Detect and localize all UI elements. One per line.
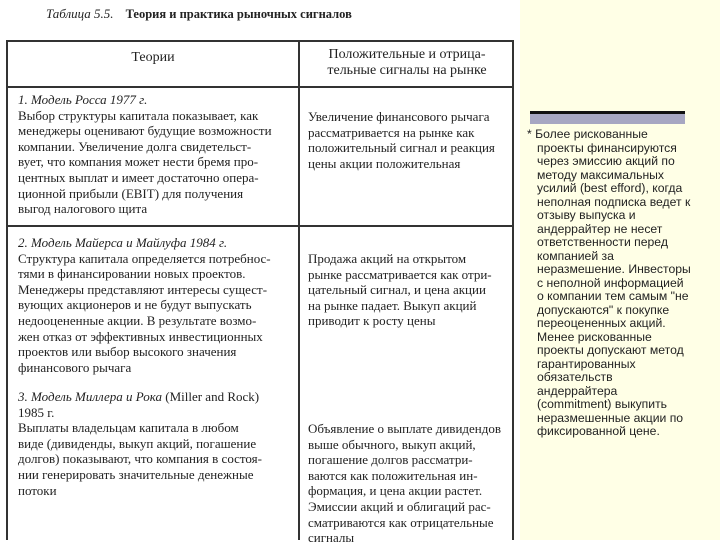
text-line: неразмешенные акции по bbox=[537, 410, 684, 425]
text-line: нии генерировать значительные денежные bbox=[18, 466, 254, 482]
text-line: долгов) показывают, что компания в состоя- bbox=[18, 451, 262, 467]
text-line: потоки bbox=[18, 482, 57, 498]
text-line: методу максимальных bbox=[537, 167, 665, 182]
text-line: финансового рычага bbox=[18, 359, 132, 375]
text-line: * Более рискованные bbox=[527, 127, 648, 141]
row-2-theory bbox=[18, 235, 271, 375]
text-line: усилий (best efford), когда bbox=[537, 181, 683, 195]
text-line: проекты финансируются bbox=[537, 140, 677, 155]
text-line: формация, и цена акции растет. bbox=[308, 483, 483, 499]
row-3-title: 3. Модель Миллера и Рока bbox=[18, 389, 162, 404]
text-line: гарантированных bbox=[537, 356, 636, 371]
text-line: компанией за bbox=[537, 248, 614, 263]
text-line: допускаются" к покупке bbox=[537, 302, 670, 317]
row-1-theory bbox=[18, 92, 272, 217]
row-3-theory bbox=[18, 389, 262, 498]
header-line: Положительные и отрица- bbox=[328, 47, 486, 62]
header-line: тельные сигналы на рынке bbox=[327, 63, 487, 78]
text-line: положительный сигнал и реакция bbox=[308, 140, 495, 156]
text-line: компании. Увеличение долга свидетельст- bbox=[18, 138, 252, 154]
text-line: выгод налогового щита bbox=[18, 201, 148, 217]
text-line: о компании тем самым "не bbox=[537, 289, 689, 303]
text-line: рассматривается на рынке как bbox=[308, 124, 475, 140]
decorative-bar bbox=[530, 111, 685, 124]
text-line: Менеджеры представляют интересы сущест- bbox=[18, 281, 268, 297]
text-line: центных выплат и имеет достаточно опера- bbox=[18, 169, 259, 185]
caption-label: Таблица 5.5. bbox=[46, 6, 114, 21]
caption-title: Теория и практика рыночных сигналов bbox=[125, 7, 352, 21]
text-line: (commitment) выкупить bbox=[537, 397, 668, 411]
text-line: Выбор структуры капитала показывает, как bbox=[18, 107, 259, 123]
row-1-signal bbox=[308, 109, 495, 171]
text-line: переоцененных акций. bbox=[537, 316, 666, 330]
text-line: андеррайтера bbox=[537, 383, 618, 398]
text-line: виде (дивиденды, выкуп акций, погашение bbox=[18, 435, 257, 451]
text-line: с неполной информацией bbox=[537, 275, 684, 290]
text-line: жен отказ от эффективных инвестиционных bbox=[18, 328, 263, 344]
text-line: Продажа акций на открытом bbox=[308, 251, 467, 266]
text-line: фиксированной цене. bbox=[537, 424, 660, 438]
text-line: проектов или выбор высокого значения bbox=[18, 344, 237, 360]
text-line: Структура капитала определяется потребнос- bbox=[18, 250, 271, 266]
text-line: Увеличение финансового рычага bbox=[308, 109, 490, 124]
text-line: отзыву выпуска и bbox=[537, 208, 636, 222]
text-line: неразмешение. Инвесторы bbox=[537, 262, 691, 276]
row-3-title-extra: (Miller and Rock) bbox=[165, 389, 260, 404]
text-line: вует, что компания может нести бремя про- bbox=[18, 154, 259, 170]
text-line: проекты допускают метод bbox=[537, 343, 684, 357]
text-line: Выплаты владельцам капитала в любом bbox=[18, 420, 239, 436]
text-line: погашение долгов рассматри- bbox=[308, 452, 473, 468]
text-line: рынке рассматривается как отри- bbox=[308, 266, 492, 282]
table-caption bbox=[46, 6, 352, 22]
text-line: менеджеры оценивают будущие возможности bbox=[18, 123, 272, 139]
text-line: сигналы bbox=[308, 530, 355, 546]
signals-table bbox=[6, 40, 514, 546]
text-line: сматриваются как отрицательные bbox=[308, 514, 494, 530]
text-line: Менее рискованные bbox=[537, 329, 652, 344]
text-line: недооцененные акции. В результате возмо- bbox=[18, 312, 257, 328]
column-divider bbox=[298, 42, 300, 540]
row-1-title: 1. Модель Росса 1977 г. bbox=[18, 92, 148, 107]
text-line: выше обычного, выкуп акций, bbox=[308, 436, 476, 452]
text-line: цательный сигнал, и цена акции bbox=[308, 282, 486, 298]
row-divider bbox=[8, 225, 512, 227]
text-line: через эмиссию акций по bbox=[537, 154, 675, 168]
text-line: ваются как положительная ин- bbox=[308, 467, 478, 483]
row-2-signal bbox=[308, 251, 492, 329]
text-line: обязательств bbox=[537, 370, 613, 384]
text-line: Эмиссии акций и облигаций рас- bbox=[308, 498, 491, 514]
text-line: неполная подписка ведет к bbox=[537, 194, 691, 209]
header-signals bbox=[300, 47, 514, 79]
text-line: цены акции положительная bbox=[308, 155, 461, 171]
text-line: тями в финансировании новых проектов. bbox=[18, 266, 246, 282]
text-line: ответственности перед bbox=[537, 235, 668, 249]
text-line: Объявление о выплате дивидендов bbox=[308, 421, 502, 436]
header-divider bbox=[8, 86, 512, 88]
text-line: ционной прибыли (EBIT) для получения bbox=[18, 185, 244, 201]
text-line: андеррайтер не несет bbox=[537, 221, 663, 236]
text-line: на рынке падает. Выкуп акций bbox=[308, 297, 477, 313]
row-3-signal bbox=[308, 421, 501, 546]
row-3-year: 1985 г. bbox=[18, 404, 55, 420]
footnote-text bbox=[527, 128, 717, 439]
row-2-title: 2. Модель Майерса и Майлуфа 1984 г. bbox=[18, 235, 228, 250]
text-line: вующих акционеров и не будут выпускать bbox=[18, 297, 252, 313]
text-line: приводит к росту цены bbox=[308, 313, 436, 329]
header-theories: Теории bbox=[131, 50, 175, 65]
